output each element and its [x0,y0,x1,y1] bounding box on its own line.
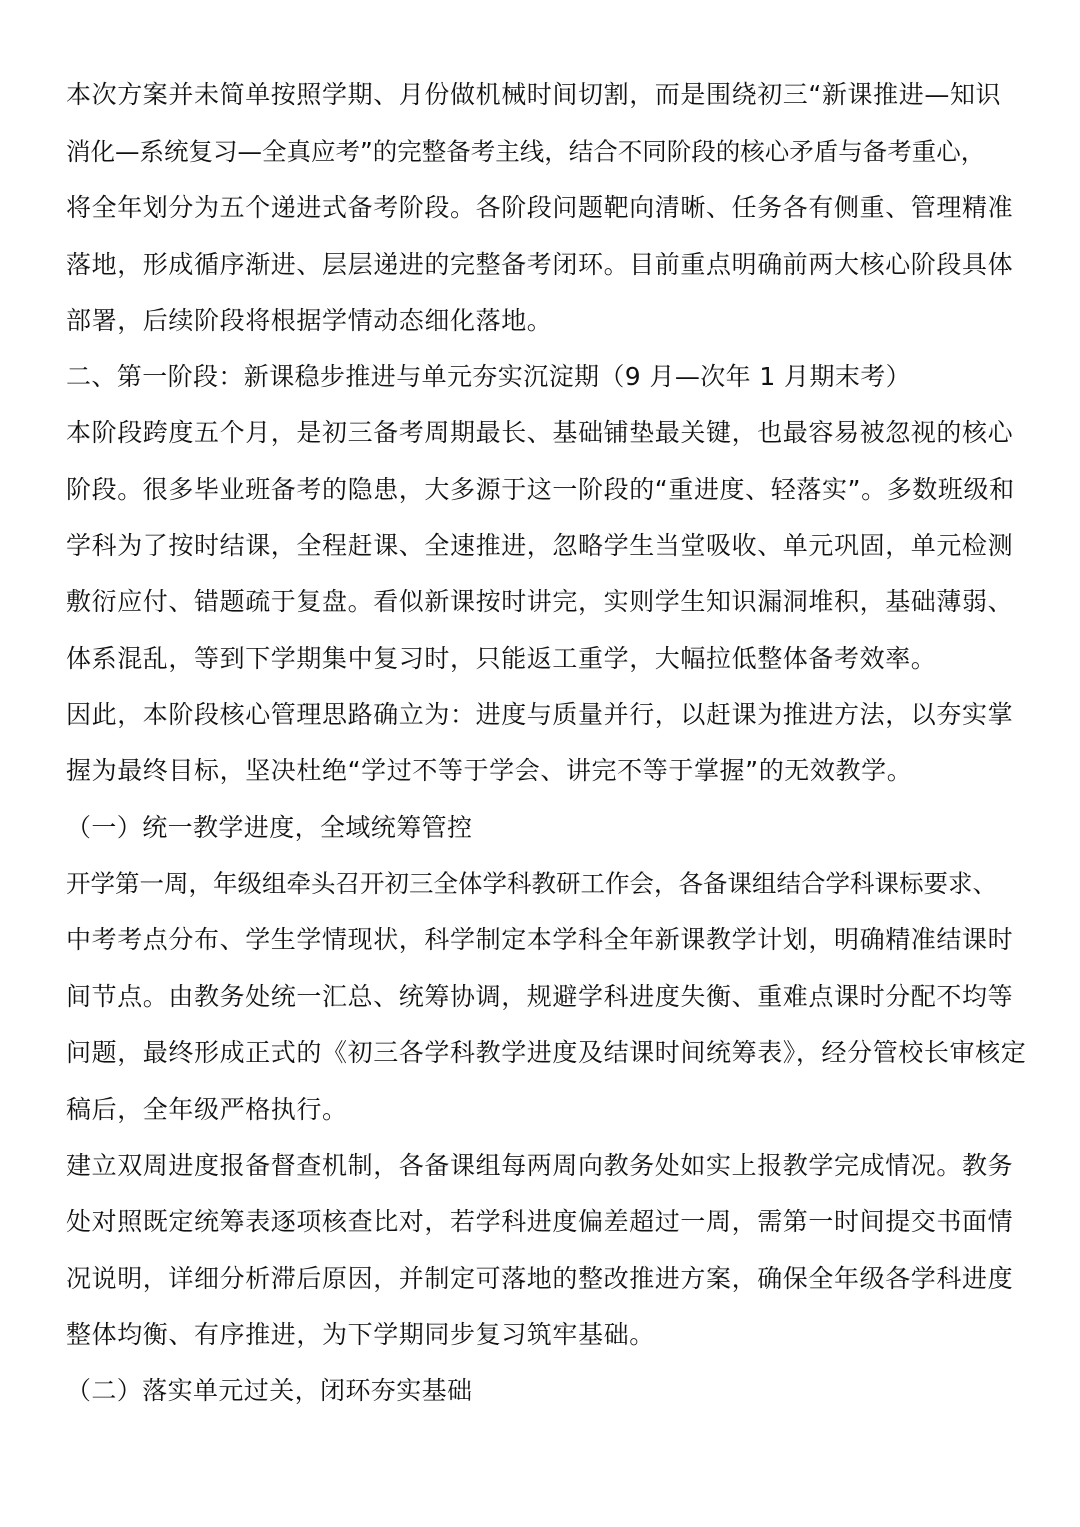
text-line: 本阶段跨度五个月，是初三备考周期最长、基础铺垫最关键，也最容易被忽视的核心 [66,418,1014,447]
text-line: 建立双周进度报备督查机制，各备课组每两周向教务处如实上报教学完成情况。教务 [66,1151,1014,1180]
text-line: 中考考点分布、学生学情现状，科学制定本学科全年新课教学计划，明确精准结课时 [66,925,1014,954]
subsection-heading-unit-mastery: （二）落实单元过关，闭环夯实基础 [66,1376,473,1405]
text-line: 问题，最终形成正式的《初三各学科教学进度及结课时间统筹表》，经分管校长审核定 [66,1038,1027,1067]
section-heading-stage-one: 二、第一阶段：新课稳步推进与单元夯实沉淀期（9 月—次年 1 月期末考） [66,362,912,391]
text-line: 因此，本阶段核心管理思路确立为：进度与质量并行，以赶课为推进方法，以夯实掌 [66,700,1014,729]
text-line: 体系混乱，等到下学期集中复习时，只能返工重学，大幅拉低整体备考效率。 [66,644,937,673]
text-line: 开学第一周，年级组牵头召开初三全体学科教研工作会，各备课组结合学科课标要求、 [66,869,997,898]
text-line: 阶段。很多毕业班备考的隐患，大多源于这一阶段的“重进度、轻落实”。多数班级和 [66,475,1015,504]
text-line: 整体均衡、有序推进，为下学期同步复习筑牢基础。 [66,1320,655,1349]
text-line: 敷衍应付、错题疏于复盘。看似新课按时讲完，实则学生知识漏洞堆积，基础薄弱、 [66,587,1014,616]
text-line: 消化—系统复习—全真应考”的完整备考主线，结合不同阶段的核心矛盾与备考重心， [66,137,986,166]
text-line: 部署，后续阶段将根据学情动态细化落地。 [66,306,553,335]
text-line: 握为最终目标，坚决杜绝“学过不等于学会、讲完不等于掌握”的无效教学。 [66,756,913,785]
subsection-heading-unified-progress: （一）统一教学进度，全域统筹管控 [66,813,473,842]
text-line: 将全年划分为五个递进式备考阶段。各阶段问题靶向清晰、任务各有侧重、管理精准 [66,193,1014,222]
text-line: 本次方案并未简单按照学期、月份做机械时间切割，而是围绕初三“新课推进—知识 [66,80,1002,109]
text-line: 落地，形成循序渐进、层层递进的完整备考闭环。目前重点明确前两大核心阶段具体 [66,250,1014,279]
text-line: 况说明，详细分析滞后原因，并制定可落地的整改推进方案，确保全年级各学科进度 [66,1264,1014,1293]
text-line: 处对照既定统筹表逐项核查比对，若学科进度偏差超过一周，需第一时间提交书面情 [66,1207,1014,1236]
text-line: 学科为了按时结课，全程赶课、全速推进，忽略学生当堂吸收、单元巩固，单元检测 [66,531,1014,560]
text-line: 稿后，全年级严格执行。 [66,1095,348,1124]
text-line: 间节点。由教务处统一汇总、统筹协调，规避学科进度失衡、重难点课时分配不均等 [66,982,1014,1011]
